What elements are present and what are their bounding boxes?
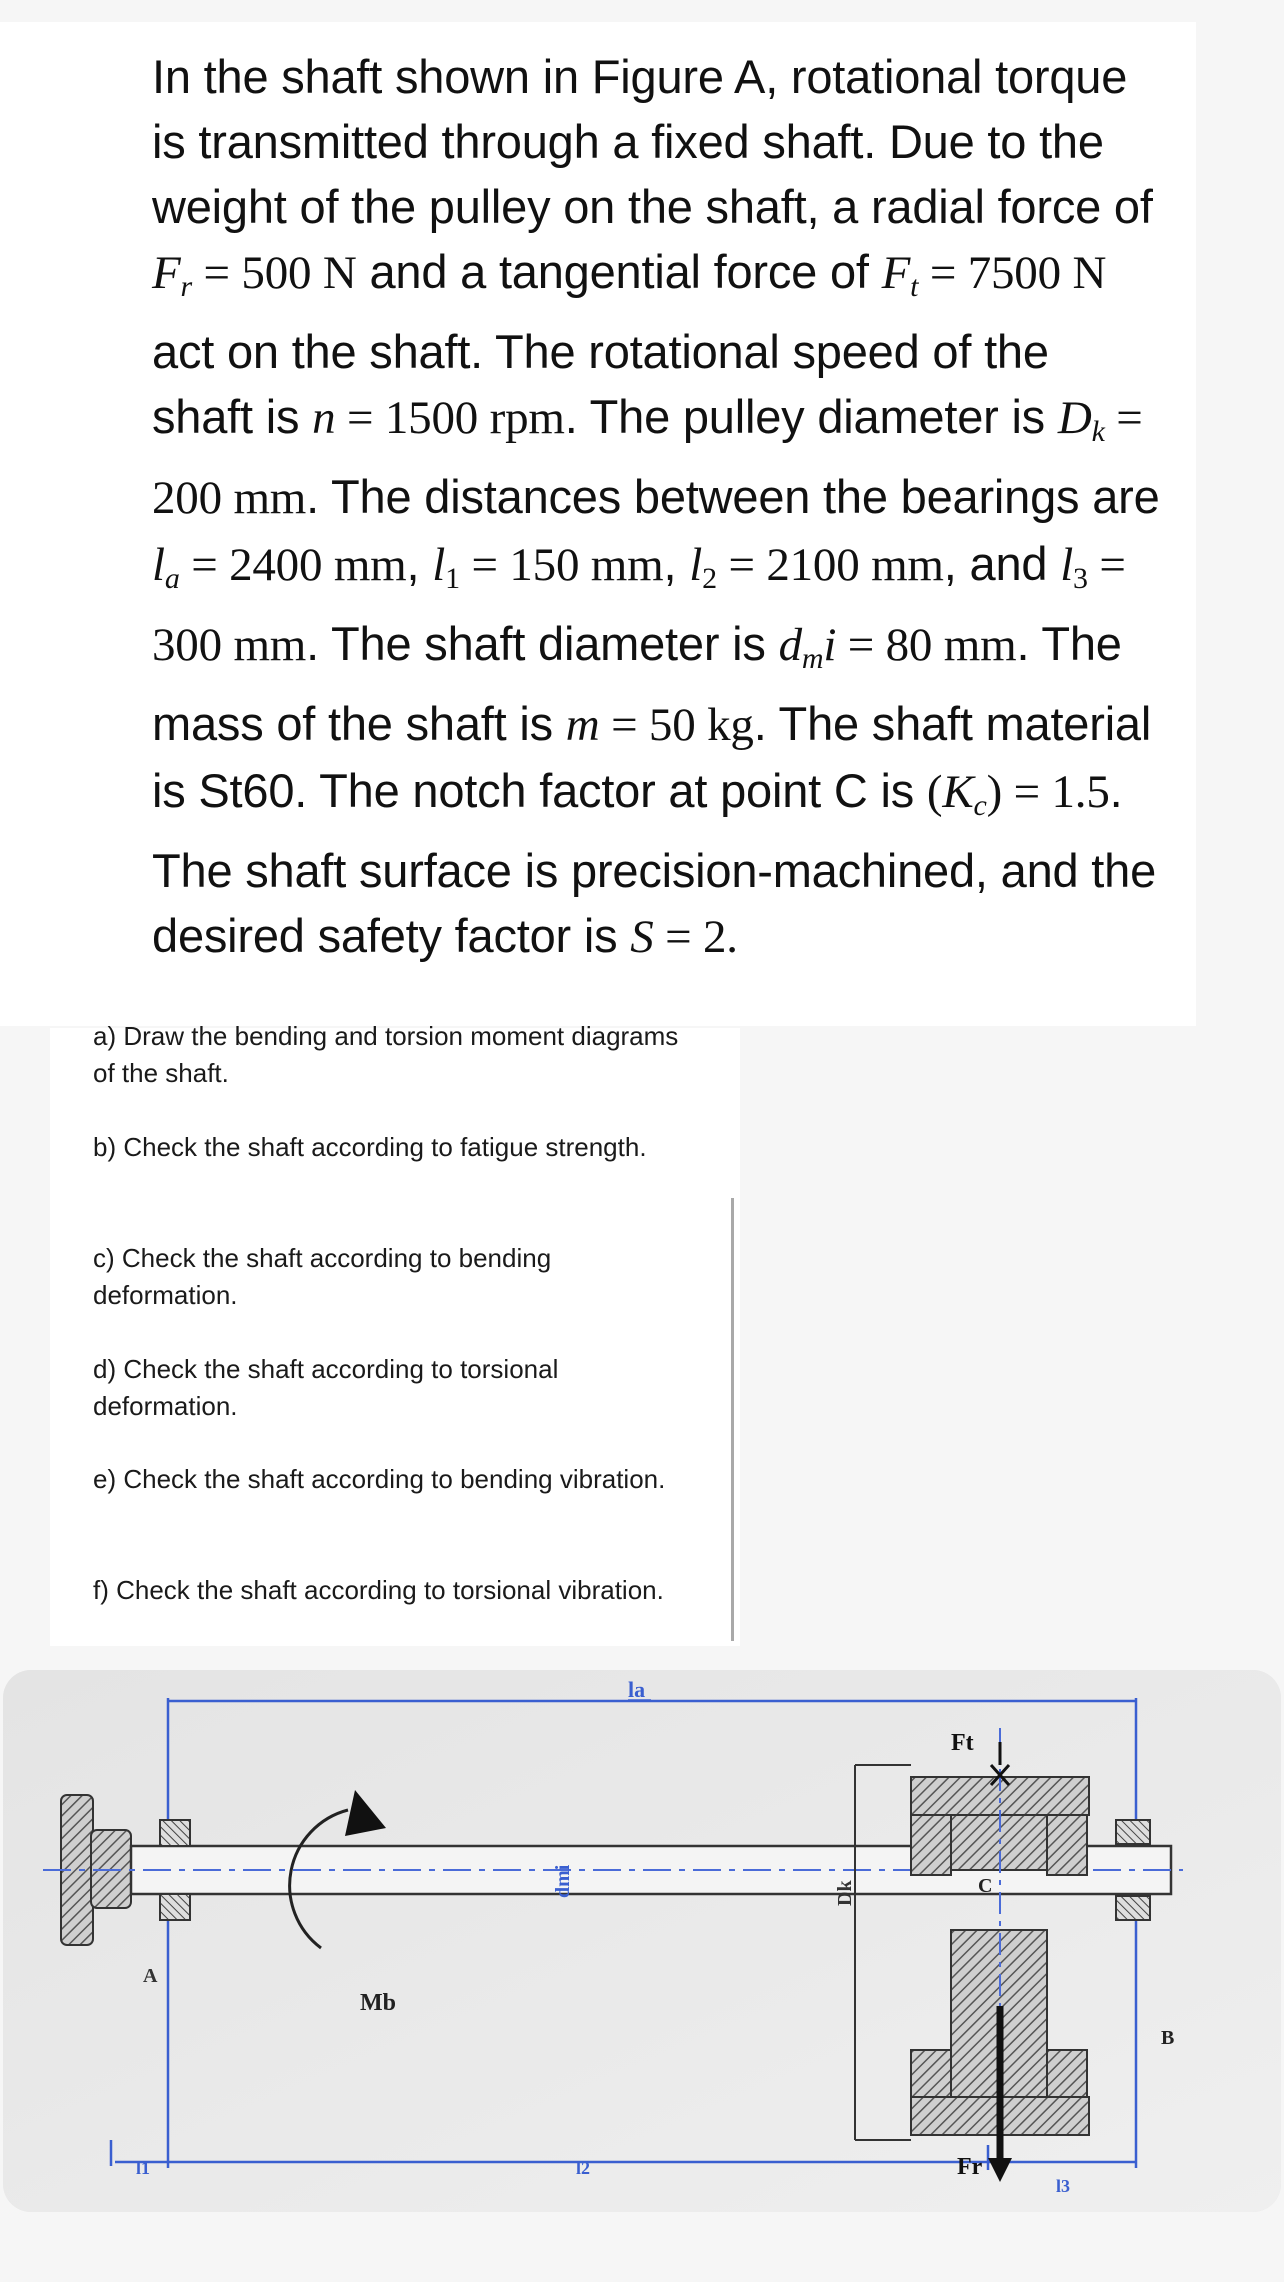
text-segment: and a tangential force of <box>356 245 882 298</box>
scroll-divider <box>731 1198 734 1641</box>
formula-la <box>152 539 407 595</box>
point-a-label: A <box>143 1965 158 1987</box>
math-symbol: K <box>942 766 974 818</box>
math-subscript: t <box>910 270 919 303</box>
problem-paragraph <box>152 44 1162 970</box>
math-value: = 150 mm <box>459 539 664 591</box>
math-value: = 80 mm <box>836 619 1017 671</box>
ft-label: Ft <box>951 1730 974 1756</box>
bearing-b-bottom <box>1116 1896 1150 1920</box>
text-segment: , <box>663 537 690 590</box>
problem-card <box>0 22 1196 1026</box>
text-segment: , <box>406 537 433 590</box>
text-segment: act on the shaft. The rotational speed of the shaft is <box>152 325 1049 443</box>
formula-ft <box>881 247 1107 303</box>
text-segment: . The shaft material is St60. The notch factor at point C is <box>152 697 1152 817</box>
mb-label: Mb <box>360 1990 396 2016</box>
math-symbol: m <box>565 699 600 751</box>
math-subscript: 2 <box>702 562 717 595</box>
point-c-label: C <box>978 1875 993 1897</box>
formula-n <box>312 392 565 444</box>
math-symbol: l <box>432 539 446 591</box>
math-subscript: c <box>973 789 987 822</box>
point-b-label: B <box>1161 2027 1175 2049</box>
pulley-hub-left-bottom <box>911 2050 951 2097</box>
formula-m <box>566 699 754 751</box>
dk-label: Dk <box>834 1880 856 1906</box>
math-subscript: r <box>180 270 192 303</box>
bearing-a-bottom <box>160 1894 190 1920</box>
text-segment: . The pulley diameter is <box>564 390 1058 443</box>
shaft-diagram <box>3 1670 1281 2212</box>
math-value: = 2100 mm <box>716 539 944 591</box>
math-symbol: S <box>630 911 654 963</box>
formula-l1 <box>432 539 664 595</box>
formula-l2 <box>689 539 944 595</box>
text-segment: , <box>943 537 957 590</box>
pulley-hub-right-bottom <box>1047 2050 1087 2097</box>
math-subscript: m <box>801 642 824 675</box>
math-value: = 7500 N <box>918 247 1107 299</box>
bearing-b-top <box>1116 1820 1150 1844</box>
l1-label: l1 <box>136 2158 151 2178</box>
math-symbol: F <box>152 247 181 299</box>
math-value: = 200 mm <box>152 392 1143 524</box>
task-item: e) Check the shaft according to bending vibration. <box>93 1464 666 1494</box>
tasks-card <box>50 1028 740 1646</box>
math-subscript: 1 <box>445 562 460 595</box>
text-segment: . The shaft diameter is <box>306 617 779 670</box>
formula-kc <box>926 766 1110 822</box>
task-item: f) Check the shaft according to torsional vibration. <box>93 1575 664 1605</box>
task-item: c) Check the shaft according to bending deformation. <box>93 1243 552 1310</box>
math-paren: ( <box>926 766 943 818</box>
task-item: b) Check the shaft according to fatigue strength. <box>93 1132 647 1162</box>
bearing-a-top <box>160 1820 190 1846</box>
math-value: = 300 mm <box>152 539 1126 671</box>
text-segment: . The distances between the bearings are <box>306 470 1160 523</box>
formula-s <box>630 911 738 963</box>
math-symbol: l <box>152 539 165 591</box>
dmi-label: dmi <box>552 1864 574 1898</box>
task-item: d) Check the shaft according to torsional deformation. <box>93 1354 559 1421</box>
pulley-hub-right-top <box>1047 1815 1087 1875</box>
math-symbol: n <box>312 392 336 444</box>
formula-dmi <box>778 619 1017 675</box>
math-value: = 50 kg <box>599 699 754 751</box>
task-item: a) Draw the bending and torsion moment diagrams of the shaft. <box>93 1021 679 1088</box>
math-value: = 2. <box>653 911 738 963</box>
text-segment: and <box>956 537 1061 590</box>
math-subscript: a <box>164 562 180 595</box>
l2-label: l2 <box>576 2158 591 2178</box>
math-symbol: l <box>689 539 703 591</box>
fr-label: Fr <box>957 2154 983 2180</box>
text-segment: In the shaft shown in Figure A, rotational torque is transmitted through a fixed shaft. Due to the weight of the pulley on the shaft, a radial force of <box>152 50 1153 233</box>
math-symbol: d <box>778 619 802 671</box>
formula-fr <box>152 247 357 303</box>
math-subscript: 3 <box>1073 562 1088 595</box>
text-segment: . The mass of the shaft is <box>152 617 1122 750</box>
math-symbol: F <box>881 247 911 299</box>
math-value: = 2400 mm <box>179 539 407 591</box>
math-value: = 500 N <box>192 247 357 299</box>
math-symbol: l <box>1060 539 1074 591</box>
math-value: = 1.5 <box>1002 766 1110 818</box>
problem-statement <box>152 44 1162 970</box>
math-paren: ) <box>986 766 1003 818</box>
math-symbol: i <box>823 619 837 671</box>
text-segment: . The shaft surface is precision-machined, and the desired safety factor is <box>152 764 1157 962</box>
pulley-hub-left-top <box>911 1815 951 1875</box>
l3-label: l3 <box>1056 2176 1071 2196</box>
math-symbol: D <box>1057 392 1092 444</box>
math-subscript: k <box>1091 415 1105 448</box>
math-value: = 1500 rpm <box>335 392 565 444</box>
shaft-figure-photo <box>3 1670 1281 2212</box>
la-label: la <box>628 1677 646 1702</box>
